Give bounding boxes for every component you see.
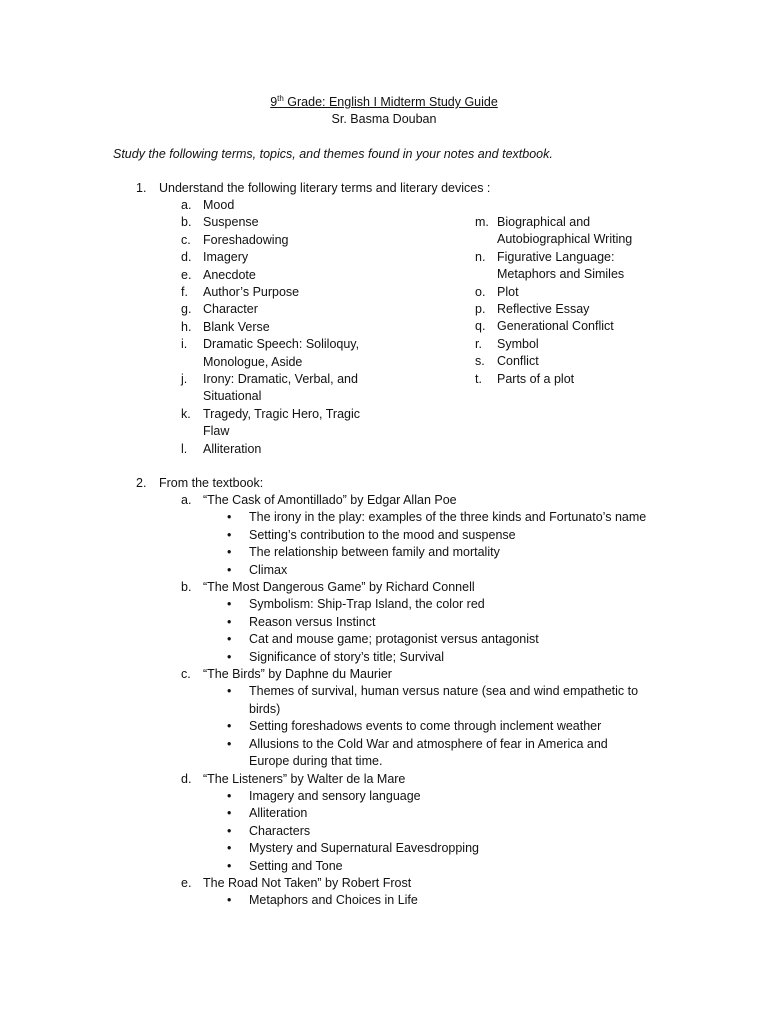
term-marker: o. [475, 284, 486, 299]
term-item [475, 284, 655, 301]
term-item [475, 301, 655, 318]
story-bullet-list [181, 596, 661, 666]
term-marker: c. [181, 232, 191, 247]
bullet-text: Characters [249, 823, 311, 838]
term-text: Anecdote [203, 267, 256, 282]
story-marker: a. [181, 493, 192, 507]
bullet-text: Setting and Tone [249, 858, 343, 873]
bullet-text: Reason versus Instinct [249, 614, 376, 629]
page-title [0, 94, 768, 110]
bullet-text: Themes of survival, human versus nature (sea and wind empathetic to birds) [249, 684, 639, 716]
term-marker: e. [181, 267, 192, 282]
title-grade-suffix: th [277, 94, 284, 103]
story-title: “The Cask of Amontillado” by Edgar Allan Poe [203, 493, 457, 507]
bullet-item [227, 562, 649, 579]
bullet-item [227, 718, 649, 735]
term-item [475, 371, 655, 388]
bullet-text: Setting’s contribution to the mood and suspense [249, 527, 516, 542]
title-text: Grade: English I Midterm Study Guide [283, 95, 498, 109]
bullet-icon: • [227, 684, 232, 699]
term-item [181, 214, 371, 231]
page-title-underlined [270, 95, 498, 109]
term-marker: q. [475, 319, 486, 334]
term-text: Mood [203, 198, 235, 212]
story-title: “The Most Dangerous Game” by Richard Connell [203, 580, 475, 595]
bullet-item [227, 840, 649, 857]
term-text: Author’s Purpose [203, 285, 300, 300]
bullet-item [227, 858, 649, 875]
term-marker: m. [475, 215, 489, 229]
bullet-item [227, 736, 649, 771]
bullet-icon: • [227, 858, 232, 873]
story-marker: d. [181, 771, 192, 786]
bullet-text: Metaphors and Choices in Life [249, 893, 418, 908]
story-entry [181, 875, 661, 892]
term-marker: l. [181, 441, 188, 456]
bullet-item [227, 805, 649, 822]
bullet-text: Symbolism: Ship-Trap Island, the color red [249, 597, 485, 612]
term-item [181, 267, 371, 284]
bullet-icon: • [227, 527, 232, 542]
bullet-text: Climax [249, 562, 288, 577]
bullet-item [227, 527, 649, 544]
bullet-item [227, 631, 649, 648]
term-text: Imagery [203, 250, 249, 265]
terms-column-b [475, 214, 655, 388]
bullet-item [227, 614, 649, 631]
term-text: Reflective Essay [497, 302, 590, 317]
bullet-icon: • [227, 597, 232, 612]
term-item [181, 197, 371, 214]
term-item [181, 249, 371, 266]
term-text: Foreshadowing [203, 232, 289, 247]
term-item [181, 441, 371, 458]
bullet-item [227, 649, 649, 666]
term-text: Conflict [497, 354, 539, 369]
term-marker: t. [475, 371, 482, 386]
term-item [181, 319, 371, 336]
bullet-text: Significance of story’s title; Survival [249, 649, 444, 664]
bullet-item [227, 683, 649, 718]
term-text: Blank Verse [203, 319, 270, 334]
term-text: Suspense [203, 215, 259, 230]
bullet-icon: • [227, 823, 232, 838]
term-marker: b. [181, 215, 192, 230]
term-item [475, 249, 655, 284]
story-title: The Road Not Taken” by Robert Frost [203, 875, 412, 890]
term-text: Biographical and Autobiographical Writing [497, 215, 633, 247]
story-bullet-list [181, 892, 661, 909]
bullet-icon: • [227, 649, 232, 664]
term-text: Symbol [497, 336, 539, 351]
bullet-icon: • [227, 510, 232, 525]
bullet-item [227, 509, 649, 526]
bullet-text: Allusions to the Cold War and atmosphere of fear in America and Europe during that time. [249, 736, 608, 769]
section-2-number: 2. [136, 476, 147, 490]
bullet-text: The relationship between family and mortality [249, 545, 500, 560]
section-1-number: 1. [136, 181, 147, 195]
term-marker: i. [181, 337, 188, 352]
bullet-text: Alliteration [249, 806, 308, 821]
term-marker: d. [181, 250, 192, 265]
section-2-heading: From the textbook: [159, 476, 264, 490]
story-bullet-list [181, 509, 661, 579]
bullet-icon: • [227, 562, 232, 577]
bullet-icon: • [227, 788, 232, 803]
term-marker: h. [181, 319, 192, 334]
term-text: Plot [497, 284, 519, 299]
bullet-icon: • [227, 841, 232, 856]
term-marker: j. [181, 372, 188, 387]
story-entry [181, 666, 661, 683]
bullet-item [227, 544, 649, 561]
story-marker: c. [181, 667, 191, 682]
term-text: Figurative Language: Metaphors and Similes [497, 249, 625, 282]
term-item [181, 406, 371, 441]
term-text: Generational Conflict [497, 319, 614, 334]
bullet-item [227, 596, 649, 613]
term-text: Character [203, 302, 258, 317]
story-bullet-list [181, 683, 661, 770]
term-item [475, 318, 655, 335]
story-marker: b. [181, 580, 192, 595]
intro-instructions: Study the following terms, topics, and themes found in your notes and textbook. [113, 147, 553, 161]
term-item [181, 284, 371, 301]
story-entry [181, 492, 661, 509]
term-item [475, 336, 655, 353]
bullet-icon: • [227, 632, 232, 647]
bullet-icon: • [227, 893, 232, 908]
term-text: Alliteration [203, 441, 262, 456]
story-title: “The Listeners” by Walter de la Mare [203, 771, 406, 786]
story-title: “The Birds” by Daphne du Maurier [203, 667, 392, 682]
bullet-text: Imagery and sensory language [249, 788, 421, 803]
bullet-icon: • [227, 736, 232, 751]
bullet-item [227, 823, 649, 840]
term-text: Dramatic Speech: Soliloquy, Monologue, Aside [203, 337, 360, 369]
term-text: Tragedy, Tragic Hero, Tragic Flaw [203, 406, 361, 439]
term-marker: n. [475, 249, 486, 264]
bullet-icon: • [227, 806, 232, 821]
bullet-icon: • [227, 545, 232, 560]
term-marker: p. [475, 302, 486, 317]
term-marker: a. [181, 198, 192, 212]
term-item [181, 336, 371, 371]
term-marker: r. [475, 336, 482, 351]
term-item [181, 301, 371, 318]
story-marker: e. [181, 875, 192, 890]
terms-column-a [181, 197, 371, 458]
textbook-stories-list [181, 492, 661, 910]
story-entry [181, 579, 661, 596]
term-marker: s. [475, 354, 485, 369]
term-marker: k. [181, 406, 191, 421]
title-grade-number: 9 [270, 95, 278, 109]
term-marker: f. [181, 285, 188, 300]
author-name: Sr. Basma Douban [331, 112, 437, 126]
bullet-text: Setting foreshadows events to come through inclement weather [249, 719, 602, 734]
term-text: Parts of a plot [497, 371, 575, 386]
term-item [181, 371, 371, 406]
bullet-icon: • [227, 719, 232, 734]
term-marker: g. [181, 302, 192, 317]
term-item [475, 353, 655, 370]
term-item [181, 232, 371, 249]
section-1-heading: Understand the following literary terms and literary devices : [159, 181, 491, 195]
bullet-item [227, 892, 649, 909]
bullet-icon: • [227, 614, 232, 629]
bullet-item [227, 788, 649, 805]
bullet-text: The irony in the play: examples of the three kinds and Fortunato’s name [249, 510, 647, 525]
story-bullet-list [181, 788, 661, 875]
bullet-text: Cat and mouse game; protagonist versus antagonist [249, 632, 539, 647]
term-text: Irony: Dramatic, Verbal, and Situational [203, 372, 358, 404]
story-entry [181, 771, 661, 788]
bullet-text: Mystery and Supernatural Eavesdropping [249, 841, 479, 856]
term-item [475, 214, 655, 249]
